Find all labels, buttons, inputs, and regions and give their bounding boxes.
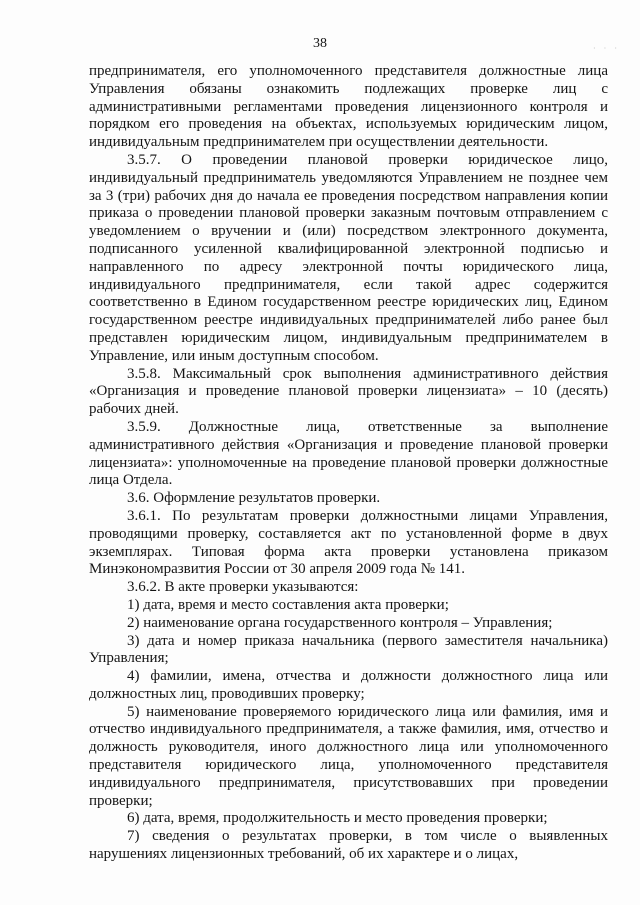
paragraph-3-5-9: 3.5.9. Должностные лица, ответственные за выполнение административного действия «Организация и проведение плановой проверки лицензиата»: уполномоченные на проведение плановой проверки должностные лица Отдела. bbox=[89, 418, 608, 489]
paragraph-3-6: 3.6. Оформление результатов проверки. bbox=[127, 490, 381, 507]
paragraph-item-4: 4) фамилии, имена, отчества и должности должностного лица или должностных лиц, проводивших проверку; bbox=[89, 668, 608, 702]
paragraph-item-6: 6) дата, время, продолжительность и место проведения проверки; bbox=[127, 810, 548, 827]
paragraph-3-6-2: 3.6.2. В акте проверки указываются: bbox=[127, 579, 359, 596]
page-number: 38 bbox=[313, 36, 327, 51]
paragraph-3-5-8: 3.5.8. Максимальный срок выполнения административного действия «Организация и проведение плановой проверки лицензиата» – 10 (десять) рабочих дней. bbox=[89, 365, 608, 418]
paragraph-item-3: 3) дата и номер приказа начальника (первого заместителя начальника) Управления; bbox=[89, 632, 608, 667]
document-body bbox=[89, 63, 608, 864]
paragraph-item-1: 1) дата, время и место составления акта проверки; bbox=[127, 596, 449, 613]
paragraph-item-2: 2) наименование органа государственного контроля – Управления; bbox=[127, 614, 553, 631]
paragraph-cont: предпринимателя, его уполномоченного представителя должностные лица Управления обязаны ознакомить подлежащих проверке лиц с административными регламентами проведения лицензионного контроля и порядком его проведения на объектах, используемых юридическим лицом, индивидуальным предпринимателем при осуществлении деятельности. bbox=[89, 63, 608, 151]
paragraph-item-5: 5) наименование проверяемого юридического лица или фамилия, имя и отчество индивидуального предпринимателя, а также фамилия, имя, отчество и должность руководителя, иного должностного лица или уполномоченного представителя юридического лица, уполномоченного представителя индивидуального предпринимателя, присутствовавших при проведении проверки; bbox=[89, 703, 608, 809]
paragraph-item-7: 7) сведения о результатах проверки, в том числе о выявленных нарушениях лицензионных требований, об их характере и о лицах, bbox=[89, 828, 608, 863]
paragraph-3-6-1: 3.6.1. По результатам проверки должностными лицами Управления, проводящими проверку, составляется акт по установленной форме в двух экземплярах. Типовая форма акта проверки установлена приказом Минэкономразвития России от 30 апреля 2009 года № 141. bbox=[89, 507, 608, 578]
paragraph-3-5-7: 3.5.7. О проведении плановой проверки юридическое лицо, индивидуальный предприниматель уведомляются Управлением не позднее чем за 3 (три) рабочих дня до начала ее проведения посредством направления копии приказа о проведении плановой проверки заказным почтовым отправлением с уведомлением о вручении и (или) посредством электронного документа, подписанного усиленной квалифицированной электронной подписью и направленного по адресу электронной почты юридического лица, индивидуального предпринимателя, если такой адрес содержится соответственно в Едином государственном реестре юридических лиц, Едином государственном реестре индивидуальных предпринимателей либо ранее был представлен юридическим лицом, индивидуальным предпринимателем в Управление, или иным доступным способом. bbox=[89, 151, 608, 364]
scan-specks: · · · bbox=[593, 44, 620, 53]
